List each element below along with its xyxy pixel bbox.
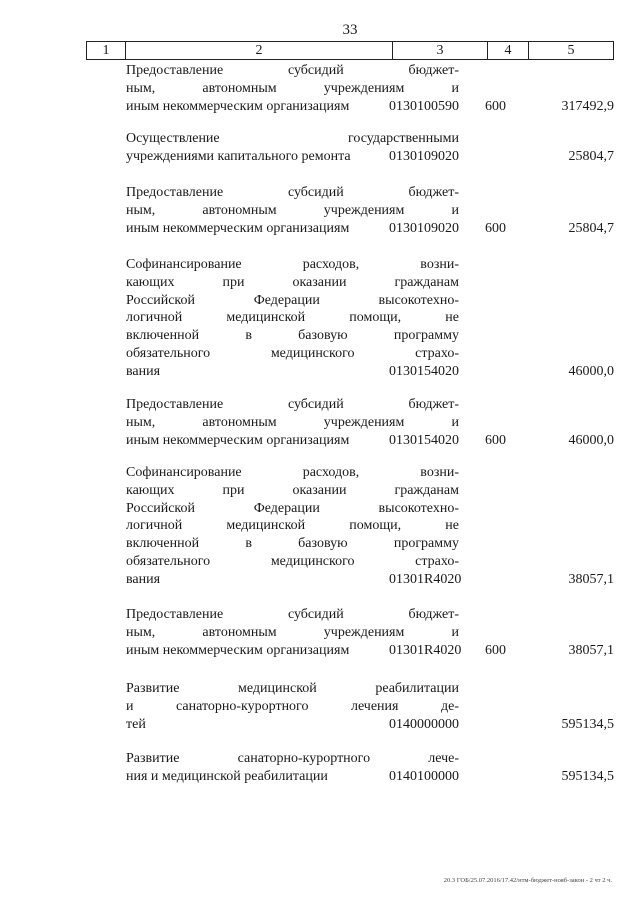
description-line: Развитие санаторно-курортного лече- bbox=[126, 751, 459, 766]
table-row bbox=[86, 256, 614, 381]
row-amount: 595134,5 bbox=[561, 716, 614, 732]
description-line: ным, автономным учреждениям и bbox=[126, 80, 459, 96]
description-line: вания bbox=[126, 363, 161, 379]
column-header-3: 3 bbox=[393, 42, 488, 60]
table-row bbox=[86, 130, 614, 166]
row-code: 0130109020 bbox=[389, 148, 459, 164]
row-code: 0130154020 bbox=[389, 363, 459, 379]
footer-stamp: 20.3 ГОБ/25.07.2016/17.42/нтм-бюджет-нояб-закон - 2 чт 2 ч. bbox=[443, 877, 612, 884]
row-expense-type: 600 bbox=[485, 220, 506, 236]
description-line: включенной в базовую программу bbox=[126, 328, 459, 344]
description-line: включенной в базовую программу bbox=[126, 536, 459, 552]
row-amount: 25804,7 bbox=[568, 220, 614, 236]
row-code: 01301R4020 bbox=[389, 571, 462, 587]
column-header-4: 4 bbox=[488, 42, 529, 60]
page-number: 33 bbox=[342, 22, 358, 38]
description-line: Российской Федерации высокотехно- bbox=[126, 292, 459, 308]
description-line: ным, автономным учреждениям и bbox=[126, 202, 459, 218]
description-line: иным некоммерческим организациям bbox=[126, 642, 350, 658]
row-amount: 46000,0 bbox=[568, 363, 614, 379]
row-code: 0140100000 bbox=[389, 768, 459, 784]
description-line: Софинансирование расходов, возни- bbox=[126, 257, 459, 272]
description-line: Предоставление субсидий бюджет- bbox=[126, 607, 459, 622]
row-amount: 38057,1 bbox=[568, 642, 614, 658]
row-amount: 595134,5 bbox=[561, 768, 614, 784]
description-line: Предоставление субсидий бюджет- bbox=[126, 185, 459, 200]
description-line: иным некоммерческим организациям bbox=[126, 432, 350, 448]
row-amount: 317492,9 bbox=[561, 98, 614, 114]
description-line: Развитие медицинской реабилитации bbox=[126, 681, 459, 696]
description-line: тей bbox=[126, 716, 146, 732]
description-line: ния и медицинской реабилитации bbox=[126, 768, 328, 784]
description-line: логичной медицинской помощи, не bbox=[126, 518, 459, 534]
column-header-2: 2 bbox=[126, 42, 393, 60]
column-header-5: 5 bbox=[529, 42, 614, 60]
table-row bbox=[86, 62, 614, 115]
table-row bbox=[86, 606, 614, 659]
row-amount: 38057,1 bbox=[568, 571, 614, 587]
table-row bbox=[86, 464, 614, 589]
row-code: 0130100590 bbox=[389, 98, 459, 114]
description-line: Осуществление государственными bbox=[126, 131, 459, 146]
row-amount: 46000,0 bbox=[568, 432, 614, 448]
row-code: 01301R4020 bbox=[389, 642, 462, 658]
description-line: и санаторно-курортного лечения де- bbox=[126, 698, 459, 714]
row-expense-type: 600 bbox=[485, 432, 506, 448]
description-line: Российской Федерации высокотехно- bbox=[126, 500, 459, 516]
table-row bbox=[86, 750, 614, 786]
description-line: ным, автономным учреждениям и bbox=[126, 624, 459, 640]
description-line: ным, автономным учреждениям и bbox=[126, 414, 459, 430]
description-line: Предоставление субсидий бюджет- bbox=[126, 63, 459, 78]
description-line: вания bbox=[126, 571, 161, 587]
description-line: логичной медицинской помощи, не bbox=[126, 310, 459, 326]
row-code: 0130109020 bbox=[389, 220, 459, 236]
description-line: кающих при оказании гражданам bbox=[126, 274, 459, 290]
description-line: кающих при оказании гражданам bbox=[126, 482, 459, 498]
description-line: Софинансирование расходов, возни- bbox=[126, 465, 459, 480]
column-header-1: 1 bbox=[87, 42, 126, 60]
row-expense-type: 600 bbox=[485, 642, 506, 658]
description-line: иным некоммерческим организациям bbox=[126, 98, 350, 114]
table-row bbox=[86, 680, 614, 733]
table-row bbox=[86, 396, 614, 449]
row-expense-type: 600 bbox=[485, 98, 506, 114]
row-code: 0140000000 bbox=[389, 716, 459, 732]
row-code: 0130154020 bbox=[389, 432, 459, 448]
description-line: Предоставление субсидий бюджет- bbox=[126, 397, 459, 412]
description-line: обязательного медицинского страхо- bbox=[126, 553, 459, 569]
description-line: учреждениями капитального ремонта bbox=[126, 148, 351, 164]
table-row bbox=[86, 184, 614, 237]
row-amount: 25804,7 bbox=[568, 148, 614, 164]
description-line: обязательного медицинского страхо- bbox=[126, 345, 459, 361]
description-line: иным некоммерческим организациям bbox=[126, 220, 350, 236]
column-header-row bbox=[86, 41, 614, 60]
